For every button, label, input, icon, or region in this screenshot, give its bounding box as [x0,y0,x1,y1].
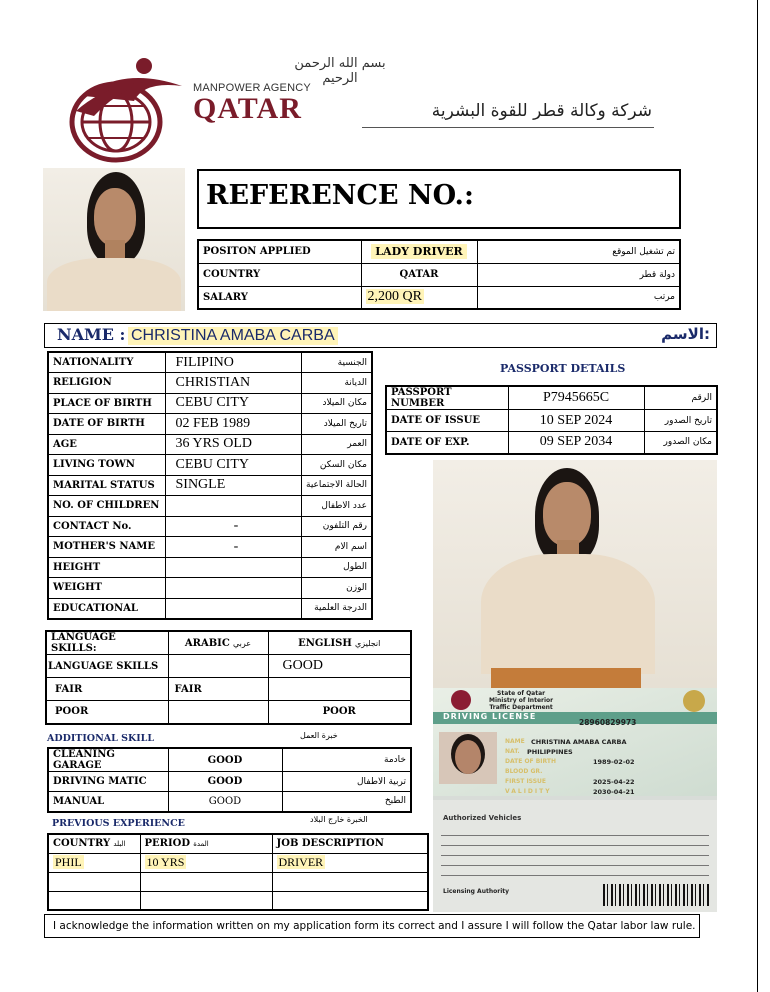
table-row [48,455,372,476]
position-value: LADY DRIVER [371,244,466,259]
experience-period-cell [140,853,272,872]
previous-experience-arabic: الخبرة خارج البلاد [310,815,368,824]
skill-label: CLEANING GARAGE [48,748,168,772]
personal-arabic: الطول [301,557,372,578]
name-value: CHRISTINA AMABA CARBA [128,327,338,345]
table-row [48,772,411,792]
language-row-label: LANGUAGE SKILLS [46,655,168,678]
personal-value: - [165,516,301,537]
experience-job-cell [272,891,428,910]
language-row-label: FAIR [46,678,168,701]
license-dob: 1989-02-02 [593,758,635,766]
license-validity: 2030-04-21 [593,788,635,796]
skill-value: GOOD [168,748,282,772]
passport-value: 09 SEP 2034 [508,432,644,454]
previous-experience-title: PREVIOUS EXPERIENCE [52,818,185,829]
license-issue-label: FIRST ISSUE [505,778,547,785]
personal-value: - [165,537,301,558]
language-english-value [268,678,411,701]
experience-country-cell [48,891,140,910]
personal-label: HEIGHT [48,557,165,578]
country-label: COUNTRY [198,263,361,286]
personal-value: 36 YRS OLD [165,434,301,455]
personal-label: MOTHER'S NAME [48,537,165,558]
table-row [198,240,680,263]
personal-label: AGE [48,434,165,455]
passport-label: PASSPORT NUMBER [386,386,508,410]
table-row [48,516,372,537]
skill-value: GOOD [168,772,282,792]
license-authority-label: Licensing Authority [443,888,510,895]
table-row [48,537,372,558]
english-header: ENGLISH انجليزي [268,631,411,655]
personal-arabic: الحالة الاجتماعية [301,475,372,496]
personal-label: PLACE OF BIRTH [48,393,165,414]
passport-table [385,385,718,455]
skill-arabic: خادمة [282,748,411,772]
table-row [48,557,372,578]
table-row [46,678,411,701]
personal-label: EDUCATIONAL [48,598,165,619]
table-row [48,891,428,910]
experience-country-cell [48,872,140,891]
applicant-photo-small [43,168,185,311]
personal-arabic: اسم الام [301,537,372,558]
position-arabic: تم تشغيل الموقع [477,240,680,263]
personal-value: CEBU CITY [165,455,301,476]
personal-label: CONTACT No. [48,516,165,537]
table-row [48,373,372,394]
table-row [48,853,428,872]
additional-skills-table [47,747,412,813]
personal-value [165,557,301,578]
license-number: 28960829973 [579,718,637,727]
personal-arabic: الديانة [301,373,372,394]
passport-arabic: الرقم [644,386,717,410]
country-value: QATAR [361,263,477,286]
table-row [48,393,372,414]
additional-skill-arabic: خبرة العمل [300,731,338,740]
position-table [197,239,681,310]
header-divider [362,127,654,128]
passport-value: P7945665C [508,386,644,410]
personal-details-table [47,351,373,620]
license-vehicles-label: Authorized Vehicles [443,814,522,822]
language-arabic-value: FAIR [168,678,268,701]
country-header: COUNTRY البلد [48,834,140,853]
name-arabic: الاسم: [661,325,710,343]
personal-label: MARITAL STATUS [48,475,165,496]
skill-value: GOOD [168,792,282,812]
acknowledgement-text: I acknowledge the information written on my application form its correct and I assure I will follow the Qatar labor law rule. [44,914,700,938]
ministry-emblem-icon [683,690,705,712]
table-row [46,655,411,678]
table-row [48,748,411,772]
qatar-emblem-icon [451,690,471,710]
passport-title: PASSPORT DETAILS [500,362,626,375]
applicant-photo-large [433,460,717,688]
license-blood-label: BLOOD GR. [505,768,543,775]
agency-name-arabic: شركة وكالة قطر للقوة البشرية [431,101,652,121]
license-nat-label: NAT. [505,748,520,755]
table-row [48,475,372,496]
table-row [46,701,411,724]
personal-value: CHRISTIAN [165,373,301,394]
experience-job-cell [272,853,428,872]
skill-label: MANUAL [48,792,168,812]
table-row [386,386,717,410]
personal-arabic: الجنسية [301,352,372,373]
license-name-label: NAME [505,738,525,745]
language-skills-table [45,630,412,725]
personal-value: SINGLE [165,475,301,496]
agency-name: QATAR [193,92,302,125]
language-header-label: LANGUAGE SKILLS: [46,631,168,655]
personal-arabic: عدد الاطفال [301,496,372,517]
experience-country-value: PHIL [55,855,82,869]
table-row [48,414,372,435]
license-validity-label: VALIDITY [505,788,552,795]
personal-arabic: مكان السكن [301,455,372,476]
passport-label: DATE OF EXP. [386,432,508,454]
experience-country-cell [48,853,140,872]
license-barcode [603,884,709,906]
reference-title: REFERENCE NO.: [206,180,474,211]
period-header: PERIOD المدة [140,834,272,853]
bismillah-text: بسم الله الرحمن الرحيم [294,56,386,86]
license-band-text: DRIVING LICENSE [443,712,537,721]
personal-label: LIVING TOWN [48,455,165,476]
personal-value: FILIPINO [165,352,301,373]
license-dob-label: DATE OF BIRTH [505,758,556,765]
passport-arabic: تاريخ الصدور [644,410,717,432]
table-row [48,352,372,373]
license-name: CHRISTINA AMABA CARBA [531,738,627,746]
personal-value [165,496,301,517]
skill-label: DRIVING MATIC [48,772,168,792]
personal-arabic: الوزن [301,578,372,599]
agency-subtitle: MANPOWER AGENCY [193,82,311,94]
table-row [46,631,411,655]
table-row [198,263,680,286]
agency-logo-icon [64,56,186,164]
table-row [48,598,372,619]
passport-value: 10 SEP 2024 [508,410,644,432]
experience-period-cell [140,891,272,910]
country-arabic: دولة قطر [477,263,680,286]
language-english-value: POOR [268,701,411,724]
personal-label: NATIONALITY [48,352,165,373]
license-nat: PHILIPPINES [527,748,573,756]
license-issue: 2025-04-22 [593,778,635,786]
personal-arabic: الدرجة العلمية [301,598,372,619]
personal-arabic: تاريخ الميلاد [301,414,372,435]
table-row [48,434,372,455]
table-row [386,410,717,432]
language-arabic-value [168,655,268,678]
experience-job-value: DRIVER [278,855,324,869]
personal-arabic: مكان الميلاد [301,393,372,414]
personal-value: 02 FEB 1989 [165,414,301,435]
table-row [48,834,428,853]
personal-label: DATE OF BIRTH [48,414,165,435]
page-edge-line [757,0,758,992]
personal-label: RELIGION [48,373,165,394]
language-row-label: POOR [46,701,168,724]
license-photo [439,732,497,784]
table-row [48,792,411,812]
skill-arabic: الطبخ [282,792,411,812]
salary-value-cell [361,286,477,309]
table-row [48,578,372,599]
experience-table [47,833,429,911]
table-row [386,432,717,454]
experience-period-cell [140,872,272,891]
table-row [48,496,372,517]
language-english-value: GOOD [268,655,411,678]
experience-job-cell [272,872,428,891]
salary-arabic: مرتب [477,286,680,309]
position-label: POSITON APPLIED [198,240,361,263]
personal-arabic: العمر [301,434,372,455]
skill-arabic: تربية الاطفال [282,772,411,792]
name-label: NAME : [57,325,126,344]
passport-arabic: مكان الصدور [644,432,717,454]
personal-arabic: رقم التلفون [301,516,372,537]
passport-label: DATE OF ISSUE [386,410,508,432]
personal-label: WEIGHT [48,578,165,599]
job-header: JOB DESCRIPTION [272,834,428,853]
license-header: State of Qatar Ministry of Interior Traffic Department [489,690,554,711]
personal-value [165,598,301,619]
position-value-cell [361,240,477,263]
personal-label: NO. OF CHILDREN [48,496,165,517]
salary-value: 2,200 QR [367,289,422,305]
personal-value [165,578,301,599]
table-row [48,872,428,891]
additional-skill-title: ADDITIONAL SKILL [47,733,155,744]
experience-period-value: 10 YRS [146,855,185,869]
language-arabic-value [168,701,268,724]
arabic-header: ARABIC عربي [168,631,268,655]
driving-license-image [433,688,717,912]
salary-label: SALARY [198,286,361,309]
personal-value: CEBU CITY [165,393,301,414]
table-row [198,286,680,309]
